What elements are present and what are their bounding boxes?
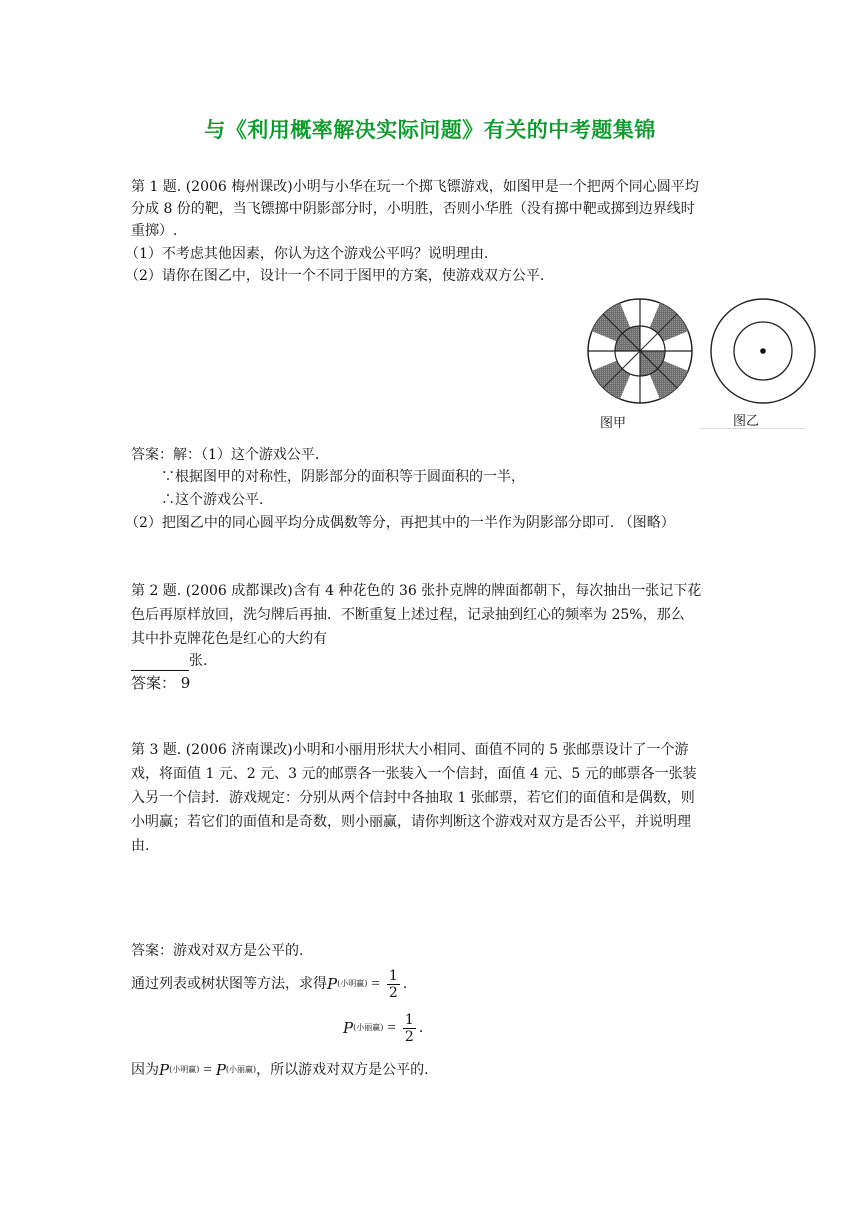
q3-text-line-5: 由. bbox=[131, 838, 150, 854]
q3-answer-line-3 bbox=[343, 1008, 423, 1048]
fraction-one-half bbox=[403, 1012, 416, 1045]
figure-b-label: 图乙 bbox=[733, 414, 760, 429]
q2-text-line-1: 第 2 题. (2006 成都课改)含有 4 种花色的 36 张扑克牌的牌面都朝下，每次抽出一张记下花 bbox=[131, 583, 702, 599]
probability-subscript-li: (小丽赢) bbox=[225, 1065, 257, 1074]
probability-symbol: P bbox=[159, 1061, 170, 1079]
probability-symbol: P bbox=[215, 1061, 226, 1079]
period: . bbox=[418, 1020, 424, 1036]
q1-answer-line-4: （2）把图乙中的同心圆平均分成偶数等分，再把其中的一半作为阴影部分即可. （图略） bbox=[125, 515, 675, 531]
fraction-numerator: 1 bbox=[404, 1011, 414, 1028]
q3-answer-4-suffix: ，所以游戏对双方是公平的. bbox=[256, 1062, 429, 1078]
q3-answer-2-prefix: 通过列表或树状图等方法，求得 bbox=[131, 976, 327, 992]
q1-answer-line-1: 答案：解：（1）这个游戏公平. bbox=[131, 447, 320, 463]
q1-text-line-1: 第 1 题. (2006 梅州课改)小明与小华在玩一个掷飞镖游戏，如图甲是一个把两个同心圆平均 bbox=[131, 179, 699, 195]
probability-symbol: P bbox=[343, 1019, 354, 1037]
figure-divider bbox=[700, 428, 805, 429]
q2-fill-blank-line bbox=[131, 651, 207, 671]
q2-text-line-2: 色后再原样放回，洗匀牌后再抽．不断重复上述过程，记录抽到红心的频率为 25%，那么 bbox=[131, 607, 685, 623]
equals-sign: = bbox=[203, 1062, 212, 1078]
probability-subscript-li: (小丽赢) bbox=[353, 1023, 384, 1032]
q1-text-line-2: 分成 8 份的靶，当飞镖掷中阴影部分时，小明胜，否则小华胜（没有掷中靶或掷到边界线时 bbox=[131, 201, 695, 217]
period: . bbox=[402, 976, 408, 992]
q3-text-line-3: 入另一个信封．游戏规定：分别从两个信封中各抽取 1 张邮票，若它们的面值和是偶数，则 bbox=[131, 790, 695, 806]
q3-text-line-4: 小明赢；若它们的面值和是奇数，则小丽赢，请你判断这个游戏对双方是否公平，并说明理 bbox=[131, 814, 691, 830]
equals-sign: = bbox=[387, 1020, 396, 1036]
probability-subscript-ming: (小明赢) bbox=[337, 979, 368, 988]
figure-b-circles bbox=[708, 296, 818, 406]
figure-a-label: 图甲 bbox=[600, 416, 627, 431]
fraction-numerator: 1 bbox=[388, 967, 398, 984]
q3-answer-4-prefix: 因为 bbox=[131, 1062, 159, 1078]
q1-text-line-3: 重掷）. bbox=[131, 223, 178, 239]
q2-line-4-suffix: 张. bbox=[189, 653, 208, 669]
q1-answer-line-3: ∴这个游戏公平. bbox=[161, 492, 264, 508]
q1-part-2: （2）请你在图乙中，设计一个不同于图甲的方案，使游戏双方公平. bbox=[125, 268, 545, 284]
fraction-one-half bbox=[387, 968, 400, 1001]
q1-part-1: （1）不考虑其他因素，你认为这个游戏公平吗？说明理由. bbox=[125, 246, 489, 262]
q3-answer-line-2 bbox=[131, 964, 407, 1004]
fraction-denominator: 2 bbox=[404, 1028, 414, 1045]
q3-answer-line-1: 答案：游戏对双方是公平的. bbox=[131, 943, 304, 959]
answer-blank bbox=[131, 656, 189, 671]
page-title: 与《利用概率解决实际问题》有关的中考题集锦 bbox=[204, 117, 656, 142]
q2-text-line-3: 其中扑克牌花色是红心的大约有 bbox=[131, 631, 327, 647]
figure-a-target bbox=[585, 296, 695, 406]
q3-answer-line-4 bbox=[131, 1060, 429, 1080]
q2-answer: 答案： 9 bbox=[131, 674, 191, 692]
q3-text-line-2: 戏，将面值 1 元、2 元、3 元的邮票各一张装入一个信封，面值 4 元、5 元的邮票各一张装 bbox=[131, 766, 697, 782]
probability-subscript-ming: (小明赢) bbox=[169, 1065, 200, 1074]
probability-symbol: P bbox=[327, 975, 338, 993]
q3-text-line-1: 第 3 题. (2006 济南课改)小明和小丽用形状大小相同、面值不同的 5 张邮票设计了一个游 bbox=[131, 742, 689, 758]
fraction-denominator: 2 bbox=[388, 984, 398, 1001]
q1-answer-line-2: ∵根据图甲的对称性，阴影部分的面积等于圆面积的一半， bbox=[161, 469, 525, 485]
equals-sign: = bbox=[371, 976, 380, 992]
